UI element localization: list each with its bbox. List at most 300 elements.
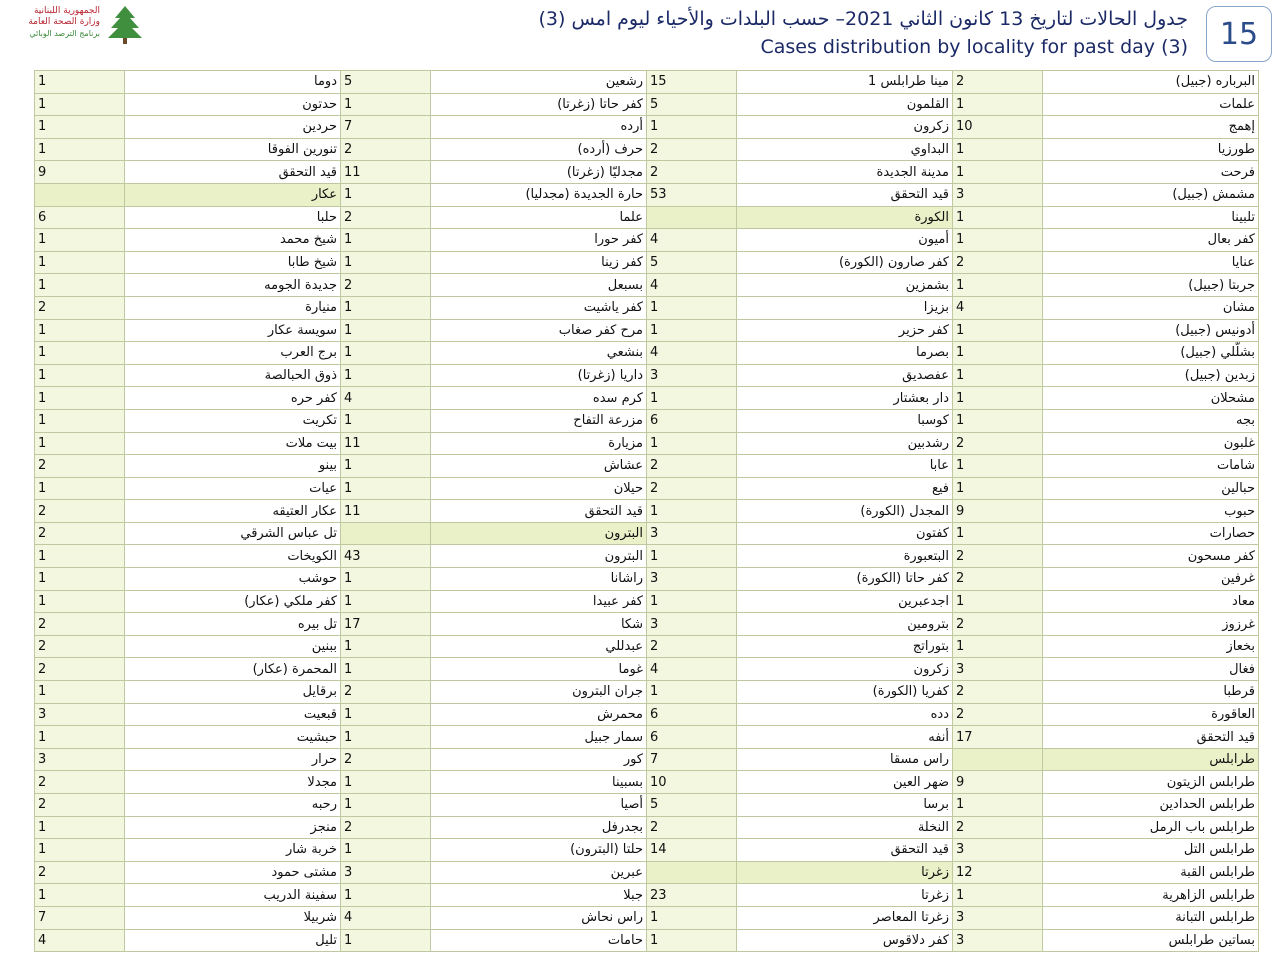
case-count-cell: 2: [953, 816, 1043, 839]
case-count-cell: 1: [35, 138, 125, 161]
case-count-cell: 1: [647, 500, 737, 523]
case-count-cell: 1: [647, 387, 737, 410]
case-count-cell: 1: [647, 319, 737, 342]
case-count-cell: 4: [647, 229, 737, 252]
locality-cell: قرطبا: [1043, 681, 1259, 704]
case-count-cell: 5: [647, 794, 737, 817]
case-count-cell: 3: [953, 183, 1043, 206]
locality-cell: شامات: [1043, 455, 1259, 478]
logo-line-1: الجمهورية اللبنانية: [33, 6, 100, 16]
locality-cell: اجدعبرين: [737, 590, 953, 613]
case-count-cell: 1: [35, 229, 125, 252]
locality-cell: دار بعشتار: [737, 387, 953, 410]
locality-cell: بسبينا: [431, 771, 647, 794]
locality-cell: حردين: [125, 116, 341, 139]
case-count-cell: 2: [647, 455, 737, 478]
locality-cell: ببنين: [125, 635, 341, 658]
table-row: [35, 71, 1259, 94]
case-count-cell: 5: [647, 251, 737, 274]
locality-cell: سفينة الدريب: [125, 884, 341, 907]
locality-cell: أرده: [431, 116, 647, 139]
locality-cell: حدتون: [125, 93, 341, 116]
locality-cell: زغرتا المعاصر: [737, 906, 953, 929]
locality-cell: علما: [431, 206, 647, 229]
case-count-cell: 1: [647, 116, 737, 139]
table-row: [35, 500, 1259, 523]
table-row: [35, 93, 1259, 116]
locality-cell: كفر حاتا (الكورة): [737, 568, 953, 591]
case-count-cell: 1: [341, 703, 431, 726]
locality-cell: طرابلس الحدادين: [1043, 794, 1259, 817]
case-count-cell: 9: [953, 500, 1043, 523]
locality-cell: إهمج: [1043, 116, 1259, 139]
case-count-cell: 1: [341, 794, 431, 817]
case-count-cell: 1: [647, 929, 737, 952]
case-count-cell: 6: [647, 409, 737, 432]
case-count-cell: 1: [341, 229, 431, 252]
locality-cell: كفر حزير: [737, 319, 953, 342]
table-row: [35, 929, 1259, 952]
page-title-english: Cases distribution by locality for past day (3): [760, 36, 1188, 58]
locality-cell: دده: [737, 703, 953, 726]
locality-cell: بجدرفل: [431, 816, 647, 839]
locality-cell: عابا: [737, 455, 953, 478]
locality-cell: شربيلا: [125, 906, 341, 929]
case-count-cell: [647, 206, 737, 229]
locality-cell: برسا: [737, 794, 953, 817]
case-count-cell: 1: [953, 274, 1043, 297]
locality-cell: تل بيره: [125, 613, 341, 636]
locality-cell: مشحلان: [1043, 387, 1259, 410]
case-count-cell: 2: [35, 861, 125, 884]
locality-cell: كفر زينا: [431, 251, 647, 274]
case-count-cell: 1: [341, 93, 431, 116]
case-count-cell: 1: [647, 590, 737, 613]
case-count-cell: [647, 861, 737, 884]
case-count-cell: 1: [341, 726, 431, 749]
locality-cell: برقايل: [125, 681, 341, 704]
locality-cell: تل عباس الشرقي: [125, 522, 341, 545]
ministry-logo: [8, 4, 148, 50]
locality-cell: قيد التحقق: [1043, 726, 1259, 749]
locality-cell: البتعبورة: [737, 545, 953, 568]
case-count-cell: 1: [341, 319, 431, 342]
case-count-cell: 1: [35, 342, 125, 365]
case-count-cell: 11: [341, 161, 431, 184]
locality-cell: الكويخات: [125, 545, 341, 568]
case-count-cell: 2: [953, 681, 1043, 704]
case-count-cell: 3: [35, 748, 125, 771]
table-row: [35, 161, 1259, 184]
locality-cell: قيد التحقق: [431, 500, 647, 523]
region-header-cell: طرابلس: [1043, 748, 1259, 771]
table-row: [35, 274, 1259, 297]
locality-cell: بساتين طرابلس: [1043, 929, 1259, 952]
case-count-cell: 1: [35, 477, 125, 500]
locality-cell: حيلان: [431, 477, 647, 500]
case-count-cell: 1: [341, 635, 431, 658]
case-count-cell: 3: [341, 861, 431, 884]
locality-cell: كوسبا: [737, 409, 953, 432]
case-count-cell: 1: [35, 816, 125, 839]
table-row: [35, 432, 1259, 455]
locality-cell: مجدليّا (زغرتا): [431, 161, 647, 184]
locality-cell: أصيا: [431, 794, 647, 817]
locality-cell: البرباره (جبيل): [1043, 71, 1259, 94]
cedar-icon: [104, 4, 146, 46]
locality-cell: قيد التحقق: [737, 183, 953, 206]
case-count-cell: 4: [341, 906, 431, 929]
case-count-cell: 17: [341, 613, 431, 636]
case-count-cell: 1: [35, 568, 125, 591]
locality-cell: غرفين: [1043, 568, 1259, 591]
locality-cell: سمار جبيل: [431, 726, 647, 749]
cases-table: [34, 70, 1259, 952]
locality-cell: راشانا: [431, 568, 647, 591]
case-count-cell: 3: [953, 658, 1043, 681]
case-count-cell: 1: [953, 409, 1043, 432]
locality-cell: راس مسقا: [737, 748, 953, 771]
locality-cell: مشتى حمود: [125, 861, 341, 884]
locality-cell: عكار العتيقه: [125, 500, 341, 523]
case-count-cell: 1: [341, 771, 431, 794]
locality-cell: عيات: [125, 477, 341, 500]
case-count-cell: 2: [647, 816, 737, 839]
locality-cell: كفر ياشيت: [431, 296, 647, 319]
locality-cell: العاقورة: [1043, 703, 1259, 726]
logo-text: [8, 6, 100, 39]
locality-cell: كرم سده: [431, 387, 647, 410]
table-row: [35, 658, 1259, 681]
region-header-cell: البترون: [431, 522, 647, 545]
locality-cell: حصارات: [1043, 522, 1259, 545]
locality-cell: داريا (زغرتا): [431, 364, 647, 387]
locality-cell: حبشيت: [125, 726, 341, 749]
locality-cell: بنشعي: [431, 342, 647, 365]
locality-cell: زغرتا: [737, 884, 953, 907]
case-count-cell: 23: [647, 884, 737, 907]
case-count-cell: 1: [35, 71, 125, 94]
case-count-cell: 3: [953, 906, 1043, 929]
case-count-cell: 1: [953, 635, 1043, 658]
locality-cell: عفصديق: [737, 364, 953, 387]
case-count-cell: 2: [647, 161, 737, 184]
case-count-cell: 3: [647, 568, 737, 591]
case-count-cell: 2: [35, 613, 125, 636]
locality-cell: بتوراتج: [737, 635, 953, 658]
locality-cell: بصرما: [737, 342, 953, 365]
case-count-cell: 2: [341, 274, 431, 297]
locality-cell: دوما: [125, 71, 341, 94]
locality-cell: كفر بعال: [1043, 229, 1259, 252]
locality-cell: زكرون: [737, 658, 953, 681]
case-count-cell: 1: [341, 477, 431, 500]
case-count-cell: 2: [953, 545, 1043, 568]
case-count-cell: 2: [35, 635, 125, 658]
case-count-cell: 2: [341, 748, 431, 771]
locality-cell: جران البترون: [431, 681, 647, 704]
case-count-cell: 11: [341, 500, 431, 523]
locality-cell: حلتا (البترون): [431, 839, 647, 862]
locality-cell: علمات: [1043, 93, 1259, 116]
case-count-cell: 1: [647, 906, 737, 929]
case-count-cell: 1: [953, 387, 1043, 410]
case-count-cell: 2: [35, 658, 125, 681]
table-row: [35, 613, 1259, 636]
case-count-cell: 1: [953, 794, 1043, 817]
locality-cell: ضهر العين: [737, 771, 953, 794]
case-count-cell: 2: [35, 771, 125, 794]
locality-cell: شكا: [431, 613, 647, 636]
case-count-cell: 3: [647, 364, 737, 387]
case-count-cell: 2: [647, 635, 737, 658]
locality-cell: قبعيت: [125, 703, 341, 726]
case-count-cell: 2: [647, 138, 737, 161]
case-count-cell: 4: [35, 929, 125, 952]
locality-cell: عشاش: [431, 455, 647, 478]
locality-cell: خربة شار: [125, 839, 341, 862]
locality-cell: جربتا (جبيل): [1043, 274, 1259, 297]
case-count-cell: 2: [35, 794, 125, 817]
case-count-cell: 2: [953, 432, 1043, 455]
locality-cell: النخلة: [737, 816, 953, 839]
locality-cell: بشمزين: [737, 274, 953, 297]
locality-cell: رشدبين: [737, 432, 953, 455]
region-header-cell: عكار: [125, 183, 341, 206]
locality-cell: حارة الجديدة (مجدليا): [431, 183, 647, 206]
case-count-cell: 1: [341, 183, 431, 206]
case-count-cell: 17: [953, 726, 1043, 749]
table-row: [35, 545, 1259, 568]
locality-cell: كفر حاتا (زغرتا): [431, 93, 647, 116]
locality-cell: عنايا: [1043, 251, 1259, 274]
case-count-cell: 3: [35, 703, 125, 726]
locality-cell: طرابلس القبة: [1043, 861, 1259, 884]
case-count-cell: 2: [953, 613, 1043, 636]
case-count-cell: 1: [341, 839, 431, 862]
case-count-cell: 3: [647, 522, 737, 545]
case-count-cell: 1: [35, 251, 125, 274]
case-count-cell: 1: [35, 884, 125, 907]
case-count-cell: 1: [953, 364, 1043, 387]
locality-cell: حرار: [125, 748, 341, 771]
case-count-cell: 1: [341, 590, 431, 613]
case-count-cell: 1: [953, 161, 1043, 184]
locality-cell: غلبون: [1043, 432, 1259, 455]
table-row: [35, 455, 1259, 478]
case-count-cell: 1: [35, 93, 125, 116]
case-count-cell: 1: [35, 432, 125, 455]
locality-cell: حبوب: [1043, 500, 1259, 523]
locality-cell: بترومين: [737, 613, 953, 636]
case-count-cell: 1: [35, 590, 125, 613]
locality-cell: عبرين: [431, 861, 647, 884]
locality-cell: كفر حورا: [431, 229, 647, 252]
locality-cell: معاد: [1043, 590, 1259, 613]
locality-cell: جديدة الجومه: [125, 274, 341, 297]
case-count-cell: 1: [647, 432, 737, 455]
table-row: [35, 771, 1259, 794]
table-row: [35, 726, 1259, 749]
page-number-badge: 15: [1206, 6, 1272, 62]
case-count-cell: 1: [341, 342, 431, 365]
case-count-cell: 12: [953, 861, 1043, 884]
locality-cell: منيارة: [125, 296, 341, 319]
case-count-cell: 1: [35, 364, 125, 387]
locality-cell: حلبا: [125, 206, 341, 229]
case-count-cell: 4: [647, 658, 737, 681]
locality-cell: بجه: [1043, 409, 1259, 432]
table-row: [35, 206, 1259, 229]
case-count-cell: 10: [953, 116, 1043, 139]
table-row: [35, 681, 1259, 704]
locality-cell: طورزيا: [1043, 138, 1259, 161]
table-row: [35, 794, 1259, 817]
table-row: [35, 816, 1259, 839]
locality-cell: كفر عبيدا: [431, 590, 647, 613]
locality-cell: كفريا (الكورة): [737, 681, 953, 704]
case-count-cell: 53: [647, 183, 737, 206]
locality-cell: منجز: [125, 816, 341, 839]
case-count-cell: 1: [341, 251, 431, 274]
locality-cell: بيت ملات: [125, 432, 341, 455]
case-count-cell: 2: [35, 296, 125, 319]
case-count-cell: 1: [341, 296, 431, 319]
case-count-cell: 1: [35, 839, 125, 862]
case-count-cell: [953, 748, 1043, 771]
locality-cell: طرابلس التبانة: [1043, 906, 1259, 929]
locality-cell: حبالين: [1043, 477, 1259, 500]
case-count-cell: 9: [953, 771, 1043, 794]
case-count-cell: 1: [647, 681, 737, 704]
case-count-cell: 1: [647, 296, 737, 319]
locality-cell: فغال: [1043, 658, 1259, 681]
case-count-cell: 1: [35, 319, 125, 342]
case-count-cell: 1: [35, 116, 125, 139]
locality-cell: المحمرة (عكار): [125, 658, 341, 681]
locality-cell: بزيزا: [737, 296, 953, 319]
case-count-cell: [35, 183, 125, 206]
locality-cell: تلبينا: [1043, 206, 1259, 229]
locality-cell: زبدين (جبيل): [1043, 364, 1259, 387]
case-count-cell: 1: [35, 409, 125, 432]
case-count-cell: 1: [953, 590, 1043, 613]
case-count-cell: 2: [341, 681, 431, 704]
logo-line-3: برنامج الترصد الوبائي: [29, 29, 100, 38]
case-count-cell: 7: [341, 116, 431, 139]
case-count-cell: 4: [341, 387, 431, 410]
case-count-cell: 4: [647, 274, 737, 297]
locality-cell: أدونيس (جبيل): [1043, 319, 1259, 342]
case-count-cell: 9: [35, 161, 125, 184]
case-count-cell: 1: [341, 568, 431, 591]
locality-cell: مشان: [1043, 296, 1259, 319]
locality-cell: فيع: [737, 477, 953, 500]
case-count-cell: 1: [341, 364, 431, 387]
case-count-cell: 3: [953, 839, 1043, 862]
locality-cell: طرابلس الزيتون: [1043, 771, 1259, 794]
case-count-cell: 1: [341, 929, 431, 952]
case-count-cell: 4: [647, 342, 737, 365]
case-count-cell: 1: [953, 138, 1043, 161]
locality-cell: بينو: [125, 455, 341, 478]
table-row: [35, 568, 1259, 591]
case-count-cell: 11: [341, 432, 431, 455]
table-row: [35, 703, 1259, 726]
locality-cell: طرابلس الزاهرية: [1043, 884, 1259, 907]
case-count-cell: 6: [647, 726, 737, 749]
case-count-cell: 1: [953, 522, 1043, 545]
case-count-cell: 1: [341, 455, 431, 478]
locality-cell: طرابلس باب الرمل: [1043, 816, 1259, 839]
page-title-arabic: جدول الحالات لتاريخ 13 كانون الثاني 2021– حسب البلدات والأحياء ليوم امس (3): [538, 8, 1188, 30]
locality-cell: بشلّلي (جبيل): [1043, 342, 1259, 365]
locality-cell: مزرعة التفاح: [431, 409, 647, 432]
table-row: [35, 116, 1259, 139]
case-count-cell: 1: [953, 206, 1043, 229]
locality-cell: كفر حره: [125, 387, 341, 410]
case-count-cell: 4: [953, 296, 1043, 319]
table-row: [35, 183, 1259, 206]
table-row: [35, 364, 1259, 387]
case-count-cell: 3: [647, 613, 737, 636]
table-row: [35, 229, 1259, 252]
locality-cell: مينا طرابلس 1: [737, 71, 953, 94]
locality-cell: كفر دلاقوس: [737, 929, 953, 952]
locality-cell: فرحت: [1043, 161, 1259, 184]
table-row: [35, 861, 1259, 884]
locality-cell: حوشب: [125, 568, 341, 591]
case-count-cell: 2: [35, 522, 125, 545]
case-count-cell: 5: [341, 71, 431, 94]
case-count-cell: 1: [953, 455, 1043, 478]
locality-cell: أميون: [737, 229, 953, 252]
locality-cell: حرف (أرده): [431, 138, 647, 161]
case-count-cell: 2: [341, 138, 431, 161]
locality-cell: كفر صارون (الكورة): [737, 251, 953, 274]
table-row: [35, 251, 1259, 274]
case-count-cell: 1: [341, 658, 431, 681]
locality-cell: البترون: [431, 545, 647, 568]
locality-cell: كفر ملكي (عكار): [125, 590, 341, 613]
locality-cell: القلمون: [737, 93, 953, 116]
locality-cell: مزيارة: [431, 432, 647, 455]
case-count-cell: 2: [341, 816, 431, 839]
cases-table-body: [35, 71, 1259, 952]
locality-cell: برج العرب: [125, 342, 341, 365]
case-count-cell: 2: [953, 703, 1043, 726]
table-row: [35, 748, 1259, 771]
case-count-cell: 7: [35, 906, 125, 929]
locality-cell: بخعاز: [1043, 635, 1259, 658]
case-count-cell: 1: [953, 477, 1043, 500]
locality-cell: غرزوز: [1043, 613, 1259, 636]
table-row: [35, 477, 1259, 500]
case-count-cell: 6: [647, 703, 737, 726]
locality-cell: عبدللي: [431, 635, 647, 658]
locality-cell: شيخ محمد: [125, 229, 341, 252]
locality-cell: تنورين الفوقا: [125, 138, 341, 161]
locality-cell: غوما: [431, 658, 647, 681]
locality-cell: محمرش: [431, 703, 647, 726]
locality-cell: شيخ طابا: [125, 251, 341, 274]
locality-cell: مرح كفر صغاب: [431, 319, 647, 342]
case-count-cell: 1: [341, 409, 431, 432]
locality-cell: كفر مسحون: [1043, 545, 1259, 568]
case-count-cell: 2: [953, 71, 1043, 94]
case-count-cell: 2: [35, 455, 125, 478]
table-row: [35, 387, 1259, 410]
